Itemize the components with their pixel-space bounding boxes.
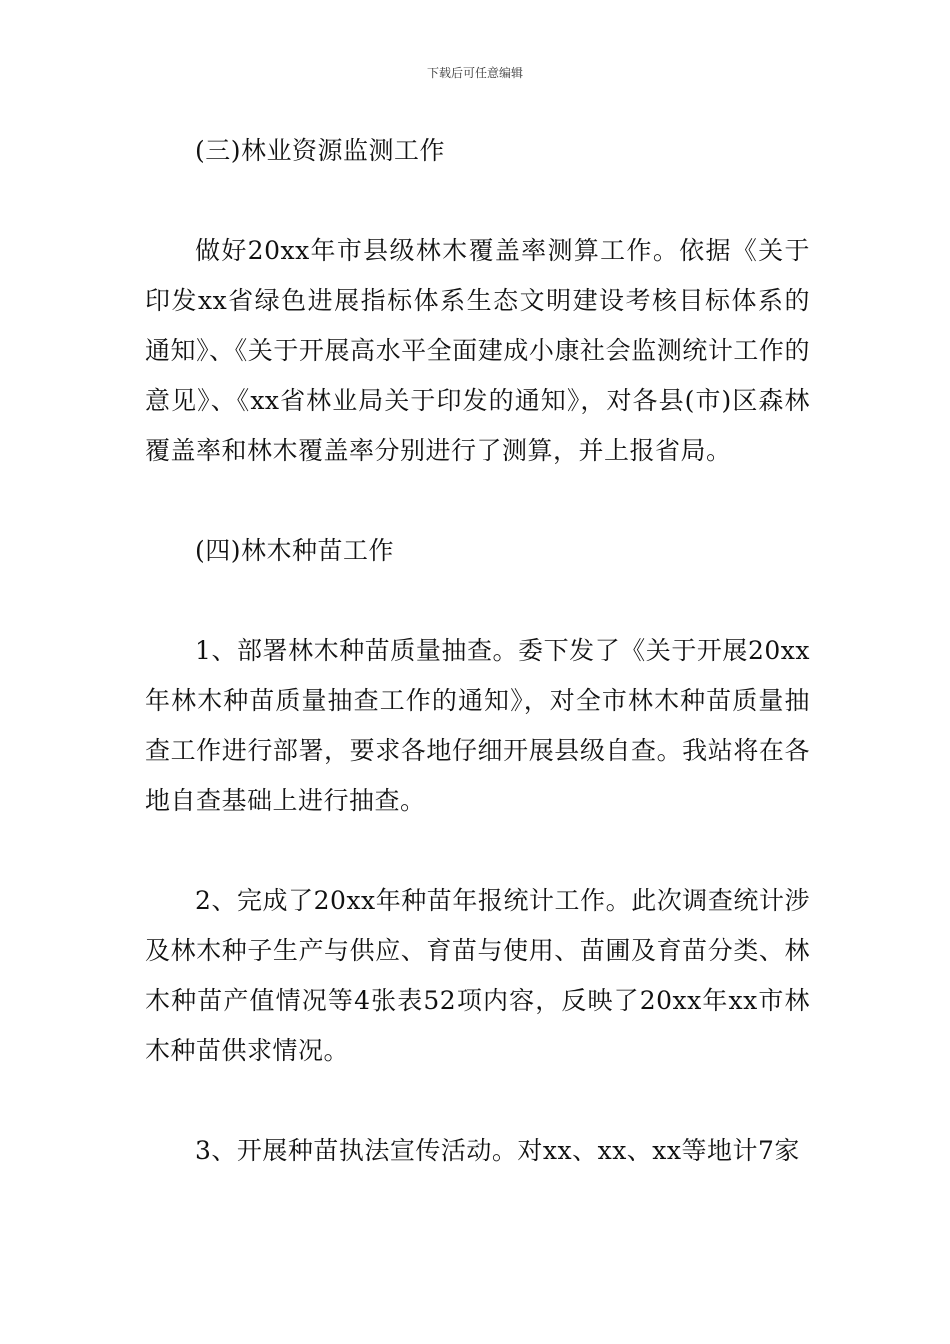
paragraph-spacer xyxy=(145,576,810,626)
paragraph-spacer xyxy=(145,826,810,876)
paragraph-quality-inspection: 1、部署林木种苗质量抽查。委下发了《关于开展20xx年林木种苗质量抽查工作的通知》，对全市林木种苗质量抽查工作进行部署，要求各地仔细开展县级自查。我站将在各地自查基础上进行抽查。 xyxy=(145,636,810,815)
section-heading-seedling-work: (四)林木种苗工作 xyxy=(195,536,395,565)
paragraph-spacer xyxy=(145,176,810,226)
paragraph-annual-statistics: 2、完成了20xx年种苗年报统计工作。此次调查统计涉及林木种子生产与供应、育苗与使用、苗圃及育苗分类、林木种苗产值情况等4张表52项内容，反映了20xx年xx市林木种苗供求情况。 xyxy=(145,886,810,1065)
paragraph-spacer xyxy=(145,476,810,526)
paragraph-coverage-calculation: 做好20xx年市县级林木覆盖率测算工作。依据《关于印发xx省绿色进展指标体系生态文明建设考核目标体系的通知》、《关于开展高水平全面建成小康社会监测统计工作的意见》、《xx省林业局关于印发的通知》，对各县(市)区森林覆盖率和林木覆盖率分别进行了测算，并上报省局。 xyxy=(145,236,810,465)
paragraph-enforcement-campaign: 3、开展种苗执法宣传活动。对xx、xx、xx等地计7家 xyxy=(195,1136,800,1165)
paragraph-spacer xyxy=(145,1076,810,1126)
page-header-note: 下载后可任意编辑 xyxy=(426,66,523,80)
section-heading-forest-monitoring: (三)林业资源监测工作 xyxy=(195,136,446,165)
document-body xyxy=(145,126,810,1176)
